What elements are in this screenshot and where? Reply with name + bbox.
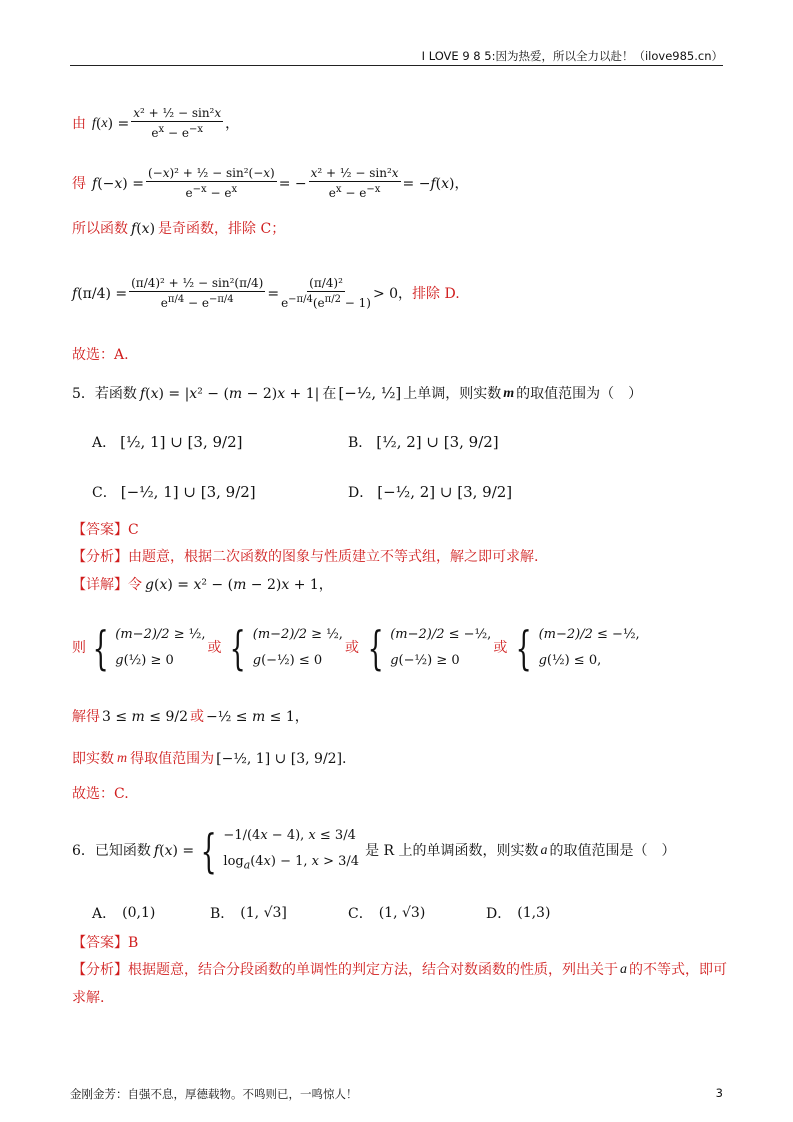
fraction-pos bbox=[309, 166, 401, 201]
option-label: A． bbox=[92, 435, 117, 451]
math-fx: f bbox=[92, 115, 96, 131]
system-4 bbox=[509, 622, 639, 674]
line-definition bbox=[72, 106, 239, 141]
math-fx: f(x) = bbox=[153, 843, 195, 859]
line-choose-a: 故选：A. bbox=[72, 347, 129, 363]
var-m: m bbox=[503, 385, 515, 401]
text-range-mid: 得取值范围为 bbox=[130, 751, 215, 767]
option-value: (1,3) bbox=[517, 905, 551, 921]
brace: { bbox=[367, 621, 384, 675]
q5-interval: [−½, ½] bbox=[338, 384, 402, 402]
q6-analysis-line2: 求解. bbox=[72, 990, 105, 1006]
system-lines: (m−2)/2 ≥ ½, g(½) ≥ 0 bbox=[115, 627, 206, 668]
q6-option-c[interactable] bbox=[348, 903, 425, 923]
q5-choose: 故选：C. bbox=[72, 786, 129, 802]
q5-analysis bbox=[72, 550, 538, 564]
q5-stem-tail: 上单调，则实数 bbox=[403, 385, 502, 402]
fraction-pi4 bbox=[129, 276, 265, 311]
detail-label: 【详解】 bbox=[72, 577, 128, 593]
option-label: B． bbox=[348, 435, 373, 451]
math-paren: ) = bbox=[107, 115, 130, 132]
q5-option-a[interactable] bbox=[92, 432, 242, 452]
piecewise bbox=[194, 823, 359, 879]
math-eq-minus: = − bbox=[278, 175, 307, 192]
frac-numerator: (π/4)² bbox=[309, 276, 343, 290]
brace: { bbox=[200, 824, 217, 878]
analysis-text: 由题意，根据二次函数的图象与性质建立不等式组，解之即可求解. bbox=[128, 549, 539, 565]
option-label: B． bbox=[210, 906, 235, 922]
brace: { bbox=[92, 621, 109, 675]
piecewise-lines: −1/(4x − 4), x ≤ 3/4 $\log_a(4x) - 1$, x > 3/4 bbox=[223, 828, 360, 872]
text-or: 或 bbox=[344, 640, 359, 656]
header-divider bbox=[70, 65, 723, 66]
math-paren: ( bbox=[95, 115, 102, 132]
q5-solve bbox=[72, 710, 309, 724]
system-lines: (m−2)/2 ≤ −½, g(½) ≤ 0, bbox=[538, 627, 640, 668]
q5-option-b[interactable] bbox=[348, 432, 499, 452]
math-gt-zero: > 0， bbox=[372, 285, 413, 302]
math-x: x bbox=[101, 115, 108, 131]
q6-analysis bbox=[72, 963, 727, 977]
answer-label: 【答案】 bbox=[72, 522, 128, 538]
q5-g-def: g(x) = x² − (m − 2)x + 1， bbox=[145, 577, 333, 593]
math-eq: = bbox=[267, 285, 280, 302]
option-value: [½, 1] ∪ [3, 9/2] bbox=[120, 433, 243, 451]
q6-stem bbox=[72, 816, 676, 886]
system-3 bbox=[361, 622, 491, 674]
frac-denominator: $e^x - e^{-x}$ bbox=[151, 124, 203, 140]
line-prefix-you: 由 bbox=[72, 115, 86, 132]
q5-function: f(x) = |x² − (m − 2)x + 1| bbox=[139, 385, 320, 402]
q5-stem-end: 的取值范围为（ ） bbox=[516, 385, 643, 402]
q5-option-d[interactable] bbox=[348, 482, 512, 502]
option-value: (0,1) bbox=[122, 905, 156, 921]
q5-systems bbox=[72, 610, 640, 686]
math-range: [−½, 1] ∪ [3, 9/2]. bbox=[216, 751, 347, 767]
option-value: (1, √3] bbox=[240, 905, 287, 921]
q6-option-b[interactable] bbox=[210, 903, 287, 923]
option-label: D． bbox=[348, 485, 374, 501]
text-then: 则 bbox=[72, 640, 86, 656]
text-suoyi: 所以函数 bbox=[72, 221, 128, 237]
analysis-label: 【分析】 bbox=[72, 962, 128, 978]
option-value: [−½, 2] ∪ [3, 9/2] bbox=[377, 483, 513, 501]
detail-text: 令 bbox=[128, 577, 142, 593]
page-number: 3 bbox=[715, 1086, 723, 1100]
math-fx: f(x) bbox=[131, 221, 156, 237]
line-odd-check bbox=[72, 166, 469, 201]
analysis-tail: 的不等式，即可 bbox=[629, 962, 727, 978]
frac-denominator: $e^x - e^{-x}$ bbox=[328, 184, 381, 200]
math-eq-neg-f: = −f(x)， bbox=[402, 175, 469, 192]
text-exclude-c: 是奇函数，排除 C； bbox=[158, 221, 286, 237]
line-prefix-de: 得 bbox=[72, 175, 86, 192]
q5-range bbox=[72, 752, 347, 766]
text-range: 即实数 bbox=[72, 751, 114, 767]
q6-option-a[interactable] bbox=[92, 903, 155, 923]
option-label: C． bbox=[348, 906, 373, 922]
math-solve-2: −½ ≤ m ≤ 1， bbox=[206, 709, 309, 725]
fraction-neg bbox=[146, 166, 277, 201]
option-value: (1, √3) bbox=[378, 905, 426, 921]
option-value: [−½, 1] ∪ [3, 9/2] bbox=[120, 483, 256, 501]
frac-numerator: (π/4)² + ½ − sin²(π/4) bbox=[131, 276, 264, 290]
frac-numerator: (−x)² + ½ − sin²(−x) bbox=[147, 166, 275, 180]
var-a: a bbox=[620, 962, 627, 977]
q5-stem-text: 5．若函数 bbox=[72, 385, 137, 402]
analysis-text: 根据题意，结合分段函数的单调性的判定方法，结合对数函数的性质，列出关于 bbox=[128, 962, 618, 978]
q5-stem bbox=[72, 386, 642, 401]
page-footer: 金刚金芳：自强不息，厚德载物。不鸣则已，一鸣惊人！ bbox=[70, 1087, 358, 1101]
q6-stem-end: 的取值范围是（ ） bbox=[549, 843, 676, 859]
frac-numerator: x² + ½ − sin²x bbox=[133, 106, 222, 120]
q5-detail bbox=[72, 578, 333, 592]
frac-denominator: $e^{-\pi/4}(e^{\pi/2} - 1)$ bbox=[281, 294, 371, 310]
math-f-pi4: f(π/4) = bbox=[72, 285, 128, 302]
option-label: C． bbox=[92, 485, 117, 501]
option-label: D． bbox=[486, 906, 512, 922]
system-lines: (m−2)/2 ≥ ½, g(−½) ≤ 0 bbox=[252, 627, 343, 668]
q6-stem-tail: 是 R 上的单调函数，则实数 bbox=[365, 843, 539, 859]
math-solve-1: 3 ≤ m ≤ 9/2 bbox=[102, 709, 188, 725]
line-f-pi-4 bbox=[72, 276, 460, 311]
var-a: a bbox=[540, 843, 548, 858]
system-lines: (m−2)/2 ≤ −½, g(−½) ≥ 0 bbox=[390, 627, 492, 668]
frac-numerator: x² + ½ − sin²x bbox=[310, 166, 399, 180]
text-or: 或 bbox=[207, 640, 222, 656]
punct-comma: ， bbox=[225, 115, 240, 132]
text-or: 或 bbox=[190, 709, 204, 725]
option-label: A． bbox=[92, 906, 117, 922]
fraction-main bbox=[131, 106, 223, 141]
q5-stem-mid: 在 bbox=[322, 385, 337, 402]
system-2 bbox=[223, 622, 342, 674]
text-exclude-d: 排除 D. bbox=[412, 285, 460, 302]
text-solve: 解得 bbox=[72, 709, 100, 725]
analysis-label: 【分析】 bbox=[72, 549, 128, 565]
option-value: [½, 2] ∪ [3, 9/2] bbox=[376, 433, 499, 451]
page-header: I LOVE 9 8 5:因为热爱，所以全力以赴！（ilove985.cn） bbox=[421, 49, 723, 63]
fraction-pi4-simplified bbox=[281, 276, 371, 311]
q6-answer bbox=[72, 936, 138, 950]
var-m: m bbox=[117, 751, 128, 766]
q6-option-d[interactable] bbox=[486, 903, 550, 923]
frac-denominator: $e^{\pi/4} - e^{-\pi/4}$ bbox=[160, 294, 234, 310]
line-odd-function bbox=[72, 222, 285, 236]
answer-value: C bbox=[128, 522, 139, 538]
brace: { bbox=[515, 621, 533, 675]
q5-option-c[interactable] bbox=[92, 482, 256, 502]
q5-answer bbox=[72, 523, 139, 537]
system-1 bbox=[86, 622, 205, 674]
math-f-neg-x: f(−x) = bbox=[92, 175, 144, 192]
brace: { bbox=[230, 621, 247, 675]
answer-value: B bbox=[128, 935, 139, 951]
text-or: 或 bbox=[493, 640, 508, 656]
q6-stem-text: 6．已知函数 bbox=[72, 843, 151, 859]
answer-label: 【答案】 bbox=[72, 935, 128, 951]
frac-denominator: $e^{-x} - e^x$ bbox=[185, 184, 238, 200]
